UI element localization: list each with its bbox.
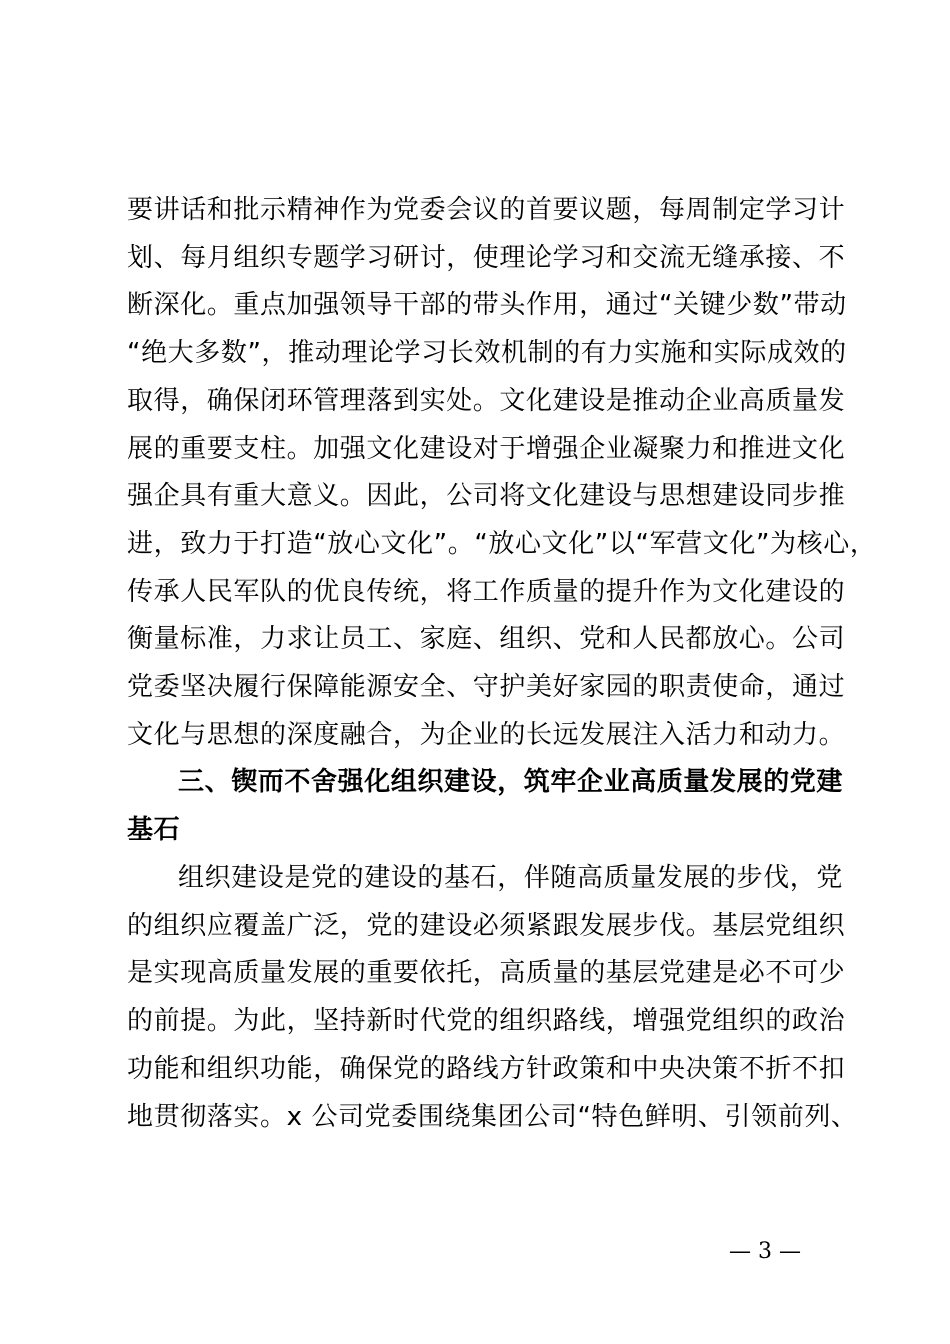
section-heading: 三、锲而不舍强化组织建设，筑牢企业高质量发展的党建	[178, 767, 844, 797]
body-text-line: 的前提。为此，坚持新时代党的组织路线，增强党组织的政治	[127, 1006, 846, 1036]
body-text-line: 展的重要支柱。加强文化建设对于增强企业凝聚力和推进文化	[127, 434, 846, 464]
body-text-line: 进，致力于打造“放心文化”。“放心文化”以“军营文化”为核心，	[127, 529, 877, 559]
body-text-line: “绝大多数”，推动理论学习长效机制的有力实施和实际成效的	[127, 338, 847, 368]
body-text-line: 衡量标准，力求让员工、家庭、组织、党和人民都放心。公司	[127, 624, 846, 654]
body-text-line: 功能和组织功能，确保党的路线方针政策和中央决策不折不扣	[127, 1054, 846, 1084]
body-text-line: 是实现高质量发展的重要依托，高质量的基层党建是必不可少	[127, 958, 846, 988]
body-text-line: 的组织应覆盖广泛，党的建设必须紧跟发展步伐。基层党组织	[127, 911, 846, 941]
body-text-line: 取得，确保闭环管理落到实处。文化建设是推动企业高质量发	[127, 386, 846, 416]
body-text-line: 传承人民军队的优良传统，将工作质量的提升作为文化建设的	[127, 577, 846, 607]
body-text-line: 划、每月组织专题学习研讨，使理论学习和交流无缝承接、不	[127, 243, 846, 273]
body-text-line: 要讲话和批示精神作为党委会议的首要议题，每周制定学习计	[127, 195, 846, 225]
paragraph-first-line: 组织建设是党的建设的基石，伴随高质量发展的步伐，党	[178, 863, 844, 893]
body-text-line: 地贯彻落实。x 公司党委围绕集团公司“特色鲜明、引领前列、	[127, 1102, 858, 1132]
body-text-line: 强企具有重大意义。因此，公司将文化建设与思想建设同步推	[127, 481, 846, 511]
body-text-line: 党委坚决履行保障能源安全、守护美好家园的职责使命，通过	[127, 672, 846, 702]
section-heading-continued: 基石	[127, 815, 181, 845]
page-number: — 3 —	[729, 1239, 801, 1264]
body-text-line: 文化与思想的深度融合，为企业的长远发展注入活力和动力。	[127, 720, 846, 750]
body-text-line: 断深化。重点加强领导干部的带头作用，通过“关键少数”带动	[127, 290, 847, 320]
